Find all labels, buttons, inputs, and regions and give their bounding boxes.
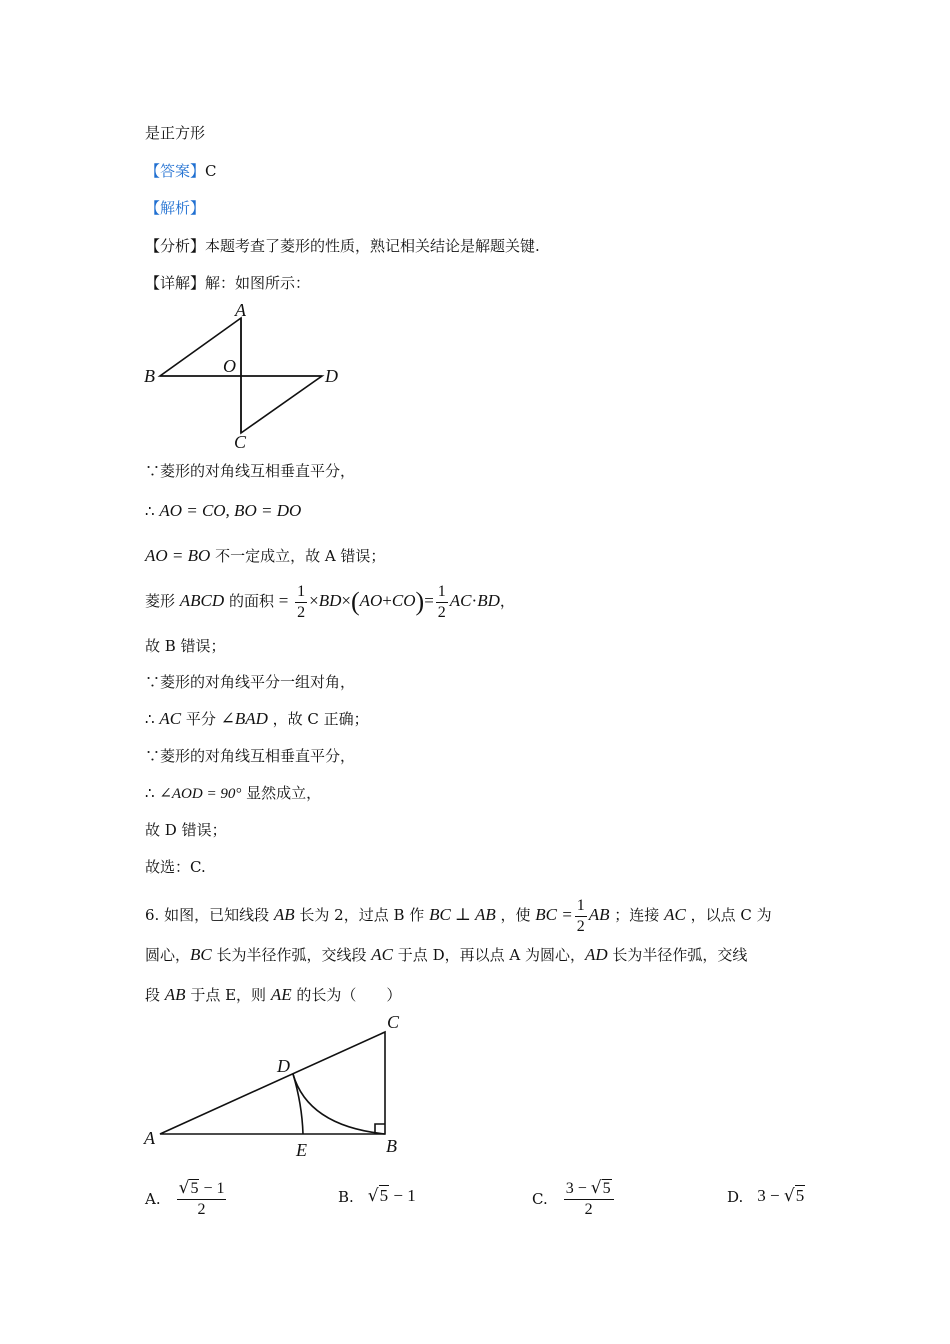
text: 菱形	[145, 592, 180, 610]
solution-line-10: 故 D 错误；	[145, 821, 227, 839]
option-label: A.	[145, 1190, 161, 1208]
analysis-line: 【分析】本题考查了菱形的性质，熟记相关结论是解题关键.	[145, 237, 540, 255]
option-expr: √5 − 1	[367, 1186, 416, 1206]
solution-line-7	[145, 708, 369, 730]
label-e: E	[296, 1140, 307, 1160]
label-a: A	[144, 1128, 155, 1148]
label-d: D	[277, 1056, 290, 1076]
solution-line-5: 故 B 错误；	[145, 637, 226, 655]
solution-line-9	[145, 782, 321, 805]
solution-line-11: 故选：C.	[145, 858, 206, 876]
label-c: C	[387, 1012, 400, 1032]
label-c: C	[234, 432, 247, 452]
option-label: B.	[338, 1188, 354, 1206]
label-b: B	[386, 1136, 397, 1156]
solution-line-6: ∵菱形的对角线平分一组对角，	[145, 673, 356, 691]
solution-line-8: ∵菱形的对角线互相垂直平分，	[145, 747, 356, 765]
therefore-symbol: ∴	[145, 784, 160, 802]
label-d: D	[325, 366, 338, 386]
answer-tag: 【答案】	[145, 162, 206, 180]
text: ，	[499, 592, 515, 610]
answer-line	[145, 160, 217, 182]
question-line-1: 6. 如图，已知线段 AB 长为 2，过点 B 作 BC ⊥ AB ，使 BC = $\frac{1}{2}$ AB ；连接 AC ，以点 C 为	[145, 896, 772, 935]
option-label: D.	[727, 1188, 744, 1206]
option-label: C.	[532, 1190, 548, 1208]
arc-de	[293, 1074, 303, 1134]
solution-line-3	[145, 545, 385, 567]
text: 的面积	[224, 592, 279, 610]
text: ，故 C 正确；	[267, 710, 369, 728]
solution-line-2	[145, 500, 301, 522]
text: 平分	[181, 710, 221, 728]
analysis-tag: 【解析】	[145, 199, 206, 217]
therefore-symbol: ∴	[145, 710, 160, 728]
label-b: B	[144, 366, 155, 386]
question-line-2: 圆心，BC 长为半径作弧，交线段 AC 于点 D，再以点 A 为圆心，AD 长为半径作弧，交线	[145, 945, 748, 964]
abcd: ABCD	[179, 591, 225, 610]
fraction-half: $\frac{1}{2}$	[297, 582, 306, 621]
answer-value: C	[205, 162, 217, 180]
angle-bad: ∠BAD	[220, 709, 268, 728]
arc-bd	[293, 1074, 385, 1134]
label-a: A	[235, 300, 246, 320]
equation: AO = BO	[145, 546, 211, 565]
label-o: O	[223, 356, 236, 376]
detail-line: 【详解】解：如图所示：	[145, 274, 311, 292]
question-line-3: 段 AB 于点 E，则 AE 的长为（ ）	[145, 985, 402, 1004]
triangle-abc	[160, 1032, 385, 1134]
solution-line-1: ∵菱形的对角线互相垂直平分，	[145, 462, 356, 480]
option-expr: 3 − √5	[757, 1186, 805, 1206]
option-expr: $\frac{3 - √5}{2}$	[564, 1178, 614, 1220]
area-line: 菱形 ABCD 的面积 = $\frac{1}{2}$ ×BD×(AO+CO)= $\frac{1}{2}$ AC·BD，	[145, 582, 515, 621]
rhombus-figure	[140, 300, 350, 455]
text: 不一定成立，故 A 错误；	[210, 547, 386, 565]
ac: AC	[159, 709, 182, 728]
option-a[interactable]	[145, 1178, 228, 1220]
option-expr: $\frac{√5 - 1}{2}$	[178, 1178, 225, 1218]
angle-aod: ∠AOD = 90°	[159, 786, 242, 802]
fraction-half: $\frac{1}{2}$	[437, 582, 446, 621]
text-line: 是正方形	[145, 124, 206, 142]
fraction-half: $\frac{1}{2}$	[576, 896, 585, 935]
triangle-figure	[140, 1008, 420, 1168]
therefore-symbol: ∴	[145, 502, 160, 520]
equation: AO = CO, BO = DO	[159, 501, 302, 520]
option-c[interactable]	[532, 1178, 616, 1220]
option-b[interactable]	[338, 1186, 416, 1206]
option-d[interactable]	[727, 1186, 805, 1206]
text: 显然成立，	[241, 784, 322, 802]
